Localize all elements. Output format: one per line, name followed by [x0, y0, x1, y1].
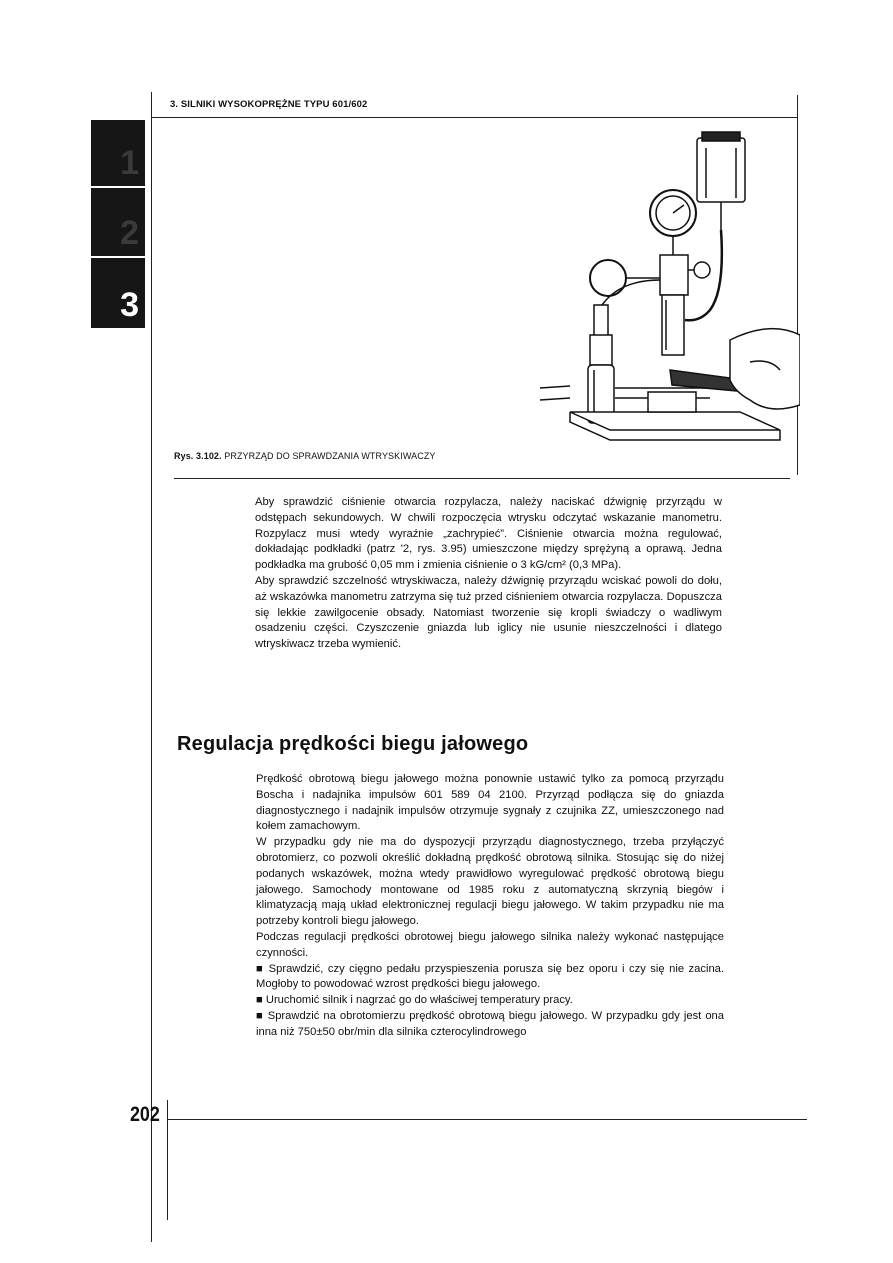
page-number: 202	[130, 1103, 160, 1126]
paragraph: Aby sprawdzić szczelność wtryskiwacza, należy dźwignię przyrządu wciskać powoli do dołu, aż wskazówka manometru zatrzyma się tuż przed ciśnieniem otwarcia rozpylacza. Dopuszcza się lekkie zawilgocenie obsady. Natomiast tworzenie się kropli świadczy o wadliwym osadzeniu części. Czyszczenie gniazda lub iglicy nie usunie nieszczelności i dlatego wtryskiwacz trzeba wymienić.	[255, 574, 722, 651]
body-text-top	[255, 495, 722, 653]
chapter-tab-2[interactable]	[91, 188, 145, 256]
chapter-tab-1[interactable]	[91, 120, 145, 186]
figure-caption-text: PRZYRZĄD DO SPRAWDZANIA WTRYSKIWACZY	[224, 451, 436, 461]
list-item: ■ Sprawdzić, czy cięgno pedału przyspieszenia porusza się bez oporu i czy się nie zacina. Mogłoby to powodować wzrost prędkości biegu jałowego.	[256, 962, 724, 991]
figure-rule	[174, 478, 790, 479]
left-margin-rule	[151, 92, 152, 1242]
chapter-tab-label: 2	[120, 214, 139, 252]
footer-rule	[167, 1119, 807, 1120]
list-item: ■ Uruchomić silnik i nagrzać go do właściwej temperatury pracy.	[256, 994, 573, 1007]
chapter-tab-label: 1	[120, 144, 139, 182]
section-title: Regulacja prędkości biegu jałowego	[177, 733, 529, 755]
paragraph: Podczas regulacji prędkości obrotowej biegu jałowego silnika należy wykonać następujące czynności.	[256, 930, 724, 959]
paragraph: W przypadku gdy nie ma do dyspozycji przyrządu diagnostycznego, trzeba przyłączyć obrotomierz, co pozwoli określić dokładną prędkość obrotową silnika. Stosując się do niżej podanych wskazówek, można wtedy prawidłowo wyregulować prędkość obrotową biegu jałowego. Samochody montowane od 1985 roku z automatyczną skrzynią biegów i klimatyzacją mają układ elektronicznej regulacji biegu jałowego. W takim przypadku nie ma potrzeby kontroli biegu jałowego.	[256, 836, 724, 928]
figure-number: Rys. 3.102.	[174, 451, 222, 461]
section-body-text	[256, 772, 724, 1041]
paragraph: Aby sprawdzić ciśnienie otwarcia rozpylacza, należy naciskać dźwignię przyrządu w odstępach sekundowych. W chwili rozpoczęcia wtrysku odczytać wskazanie manometru. Rozpylacz musi wtedy wyraźnie „zachrypieć”. Ciśnienie otwarcia można regulować, dokładając podkładki (patrz '2, rys. 3.95) umieszczone między sprężyną a oprawą. Jedna podkładka ma grubość 0,05 mm i zmienia ciśnienie o 3 kG/cm² (0,3 MPa).	[255, 496, 722, 572]
injector-tester-illustration	[540, 130, 800, 460]
running-header: 3. SILNIKI WYSOKOPRĘŻNE TYPU 601/602	[170, 99, 368, 110]
chapter-tab-3[interactable]	[91, 258, 145, 328]
footer-left-rule	[167, 1100, 168, 1220]
list-item: ■ Sprawdzić na obrotomierzu prędkość obrotową biegu jałowego. W przypadku gdy jest ona inna niż 750±50 obr/min dla silnika czterocylindrowego	[256, 1009, 724, 1038]
header-rule	[151, 117, 798, 118]
paragraph: Prędkość obrotową biegu jałowego można ponownie ustawić tylko za pomocą przyrządu Boscha i nadajnika impulsów 601 589 04 2100. Przyrząd podłącza się do gniazda diagnostycznego i nadajnik impulsów otrzymuje sygnały z czujnika ZZ, umieszczonego nad kołem zamachowym.	[256, 773, 724, 833]
chapter-tab-label: 3	[120, 286, 139, 324]
figure-caption	[174, 451, 436, 461]
